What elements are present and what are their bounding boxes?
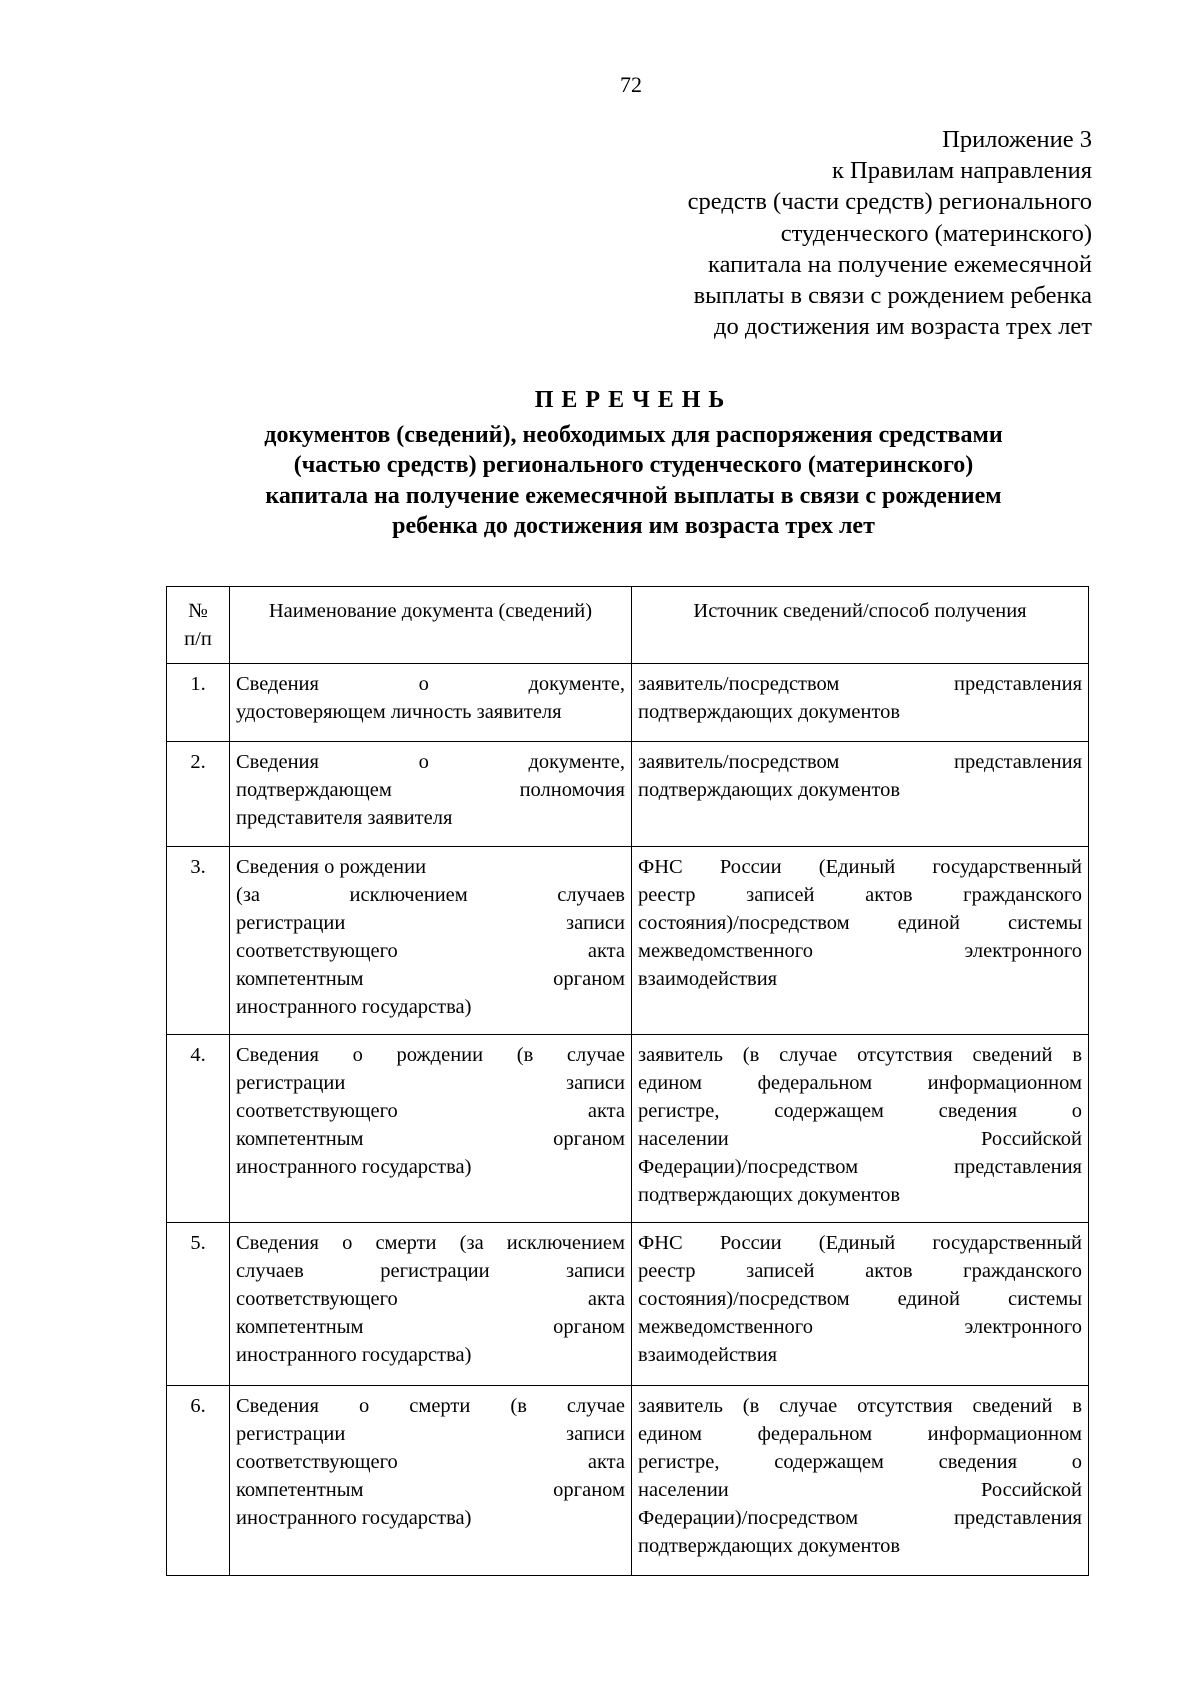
page-number: 72 xyxy=(620,72,642,97)
cell-line: компетентным органом xyxy=(236,1316,625,1338)
subtitle-line: (частью средств) регионального студенческого (материнского) xyxy=(293,452,974,479)
appendix-line: капитала на получение ежемесячной xyxy=(708,250,1092,278)
table-row xyxy=(167,1035,1089,1223)
cell-line: Сведения о рождении xyxy=(236,856,427,878)
row-document-name xyxy=(230,1386,632,1576)
subtitle-line: ребенка до достижения им возраста трех лет xyxy=(392,513,875,540)
subtitle-line: капитала на получение ежемесячной выплаты в связи с рождением xyxy=(265,482,1002,509)
table-header-row xyxy=(167,587,1089,664)
cell-line: Федерации)/посредством представления xyxy=(638,1156,1082,1178)
cell-line: Сведения о документе, xyxy=(236,751,625,773)
cell-line: подтверждающих документов xyxy=(638,779,901,801)
cell-line: компетентным органом xyxy=(236,1479,625,1501)
document-subtitle xyxy=(150,420,1117,542)
row-source xyxy=(632,664,1089,742)
table-row xyxy=(167,847,1089,1035)
cell-line: межведомственного электронного xyxy=(638,940,1082,962)
cell-line: заявитель (в случае отсутствия сведений в xyxy=(638,1395,1082,1417)
cell-line: едином федеральном информационном xyxy=(638,1072,1082,1094)
row-source xyxy=(632,1386,1089,1576)
cell-line: заявитель/посредством представления xyxy=(638,751,1082,773)
cell-line: иностранного государства) xyxy=(236,996,472,1018)
cell-line: заявитель (в случае отсутствия сведений в xyxy=(638,1044,1082,1066)
header-number-symbol: № xyxy=(188,600,208,622)
cell-line: регистре, содержащем сведения о xyxy=(638,1100,1082,1122)
row-source xyxy=(632,1223,1089,1386)
header-number-abbr: п/п xyxy=(184,628,212,650)
cell-line: подтверждающих документов xyxy=(638,1184,901,1206)
cell-line: Сведения о документе, xyxy=(236,673,625,695)
appendix-line: студенческого (материнского) xyxy=(780,219,1092,247)
row-document-name xyxy=(230,742,632,847)
row-document-name xyxy=(230,1223,632,1386)
cell-line: компетентным органом xyxy=(236,968,625,990)
appendix-line: к Правилам направления xyxy=(832,157,1092,185)
document-title: ПЕРЕЧЕНЬ xyxy=(534,387,733,413)
cell-line: населении Российской xyxy=(638,1128,1082,1150)
table-row xyxy=(167,742,1089,847)
cell-line: иностранного государства) xyxy=(236,1344,472,1366)
row-number: 5. xyxy=(167,1223,230,1386)
row-number: 3. xyxy=(167,847,230,1035)
cell-line: состояния)/посредством единой системы xyxy=(638,912,1082,934)
header-source: Источник сведений/способ получения xyxy=(632,587,1089,664)
subtitle-line: документов (сведений), необходимых для распоряжения средствами xyxy=(264,422,1003,448)
row-document-name xyxy=(230,847,632,1035)
cell-line: Федерации)/посредством представления xyxy=(638,1507,1082,1529)
cell-line: ФНС России (Единый государственный xyxy=(638,1232,1082,1254)
cell-line: соответствующего акта xyxy=(236,1451,625,1473)
cell-line: удостоверяющем личность заявителя xyxy=(236,701,562,723)
cell-line: регистрации записи xyxy=(236,1072,625,1094)
cell-line: взаимодействия xyxy=(638,968,778,990)
cell-line: подтверждающем полномочия xyxy=(236,779,625,801)
cell-line: иностранного государства) xyxy=(236,1507,472,1529)
row-number: 6. xyxy=(167,1386,230,1576)
cell-line: взаимодействия xyxy=(638,1344,778,1366)
row-source xyxy=(632,847,1089,1035)
cell-line: Сведения о рождении (в случае xyxy=(236,1044,625,1066)
cell-line: соответствующего акта xyxy=(236,1100,625,1122)
cell-line: компетентным органом xyxy=(236,1128,625,1150)
cell-line: регистрации записи xyxy=(236,1423,625,1445)
cell-line: иностранного государства) xyxy=(236,1156,472,1178)
header-document-name: Наименование документа (сведений) xyxy=(230,587,632,664)
cell-line: заявитель/посредством представления xyxy=(638,673,1082,695)
row-number: 2. xyxy=(167,742,230,847)
cell-line: состояния)/посредством единой системы xyxy=(638,1288,1082,1310)
row-number: 4. xyxy=(167,1035,230,1223)
cell-line: ФНС России (Единый государственный xyxy=(638,856,1082,878)
appendix-line: выплаты в связи с рождением ребенка xyxy=(693,282,1092,310)
cell-line: соответствующего акта xyxy=(236,940,625,962)
appendix-reference xyxy=(572,124,1092,342)
cell-line: населении Российской xyxy=(638,1479,1082,1501)
documents-table xyxy=(166,586,1089,1576)
appendix-line: Приложение 3 xyxy=(942,126,1092,153)
row-number: 1. xyxy=(167,664,230,742)
cell-line: (за исключением случаев xyxy=(236,884,625,906)
cell-line: едином федеральном информационном xyxy=(638,1423,1082,1445)
cell-line: подтверждающих документов xyxy=(638,701,901,723)
cell-line: реестр записей актов гражданского xyxy=(638,884,1082,906)
cell-line: представителя заявителя xyxy=(236,807,453,829)
row-source xyxy=(632,1035,1089,1223)
row-document-name xyxy=(230,1035,632,1223)
appendix-line: до достижения им возраста трех лет xyxy=(713,313,1092,341)
cell-line: регистре, содержащем сведения о xyxy=(638,1451,1082,1473)
table-row xyxy=(167,1386,1089,1576)
row-document-name xyxy=(230,664,632,742)
appendix-line: средств (части средств) регионального xyxy=(687,188,1092,216)
cell-line: Сведения о смерти (в случае xyxy=(236,1395,625,1417)
cell-line: реестр записей актов гражданского xyxy=(638,1260,1082,1282)
cell-line: подтверждающих документов xyxy=(638,1535,901,1557)
row-source xyxy=(632,742,1089,847)
cell-line: случаев регистрации записи xyxy=(236,1260,625,1282)
cell-line: регистрации записи xyxy=(236,912,625,934)
cell-line: Сведения о смерти (за исключением xyxy=(236,1232,625,1254)
cell-line: межведомственного электронного xyxy=(638,1316,1082,1338)
header-number xyxy=(167,587,230,664)
cell-line: соответствующего акта xyxy=(236,1288,625,1310)
table-row xyxy=(167,1223,1089,1386)
table-row xyxy=(167,664,1089,742)
